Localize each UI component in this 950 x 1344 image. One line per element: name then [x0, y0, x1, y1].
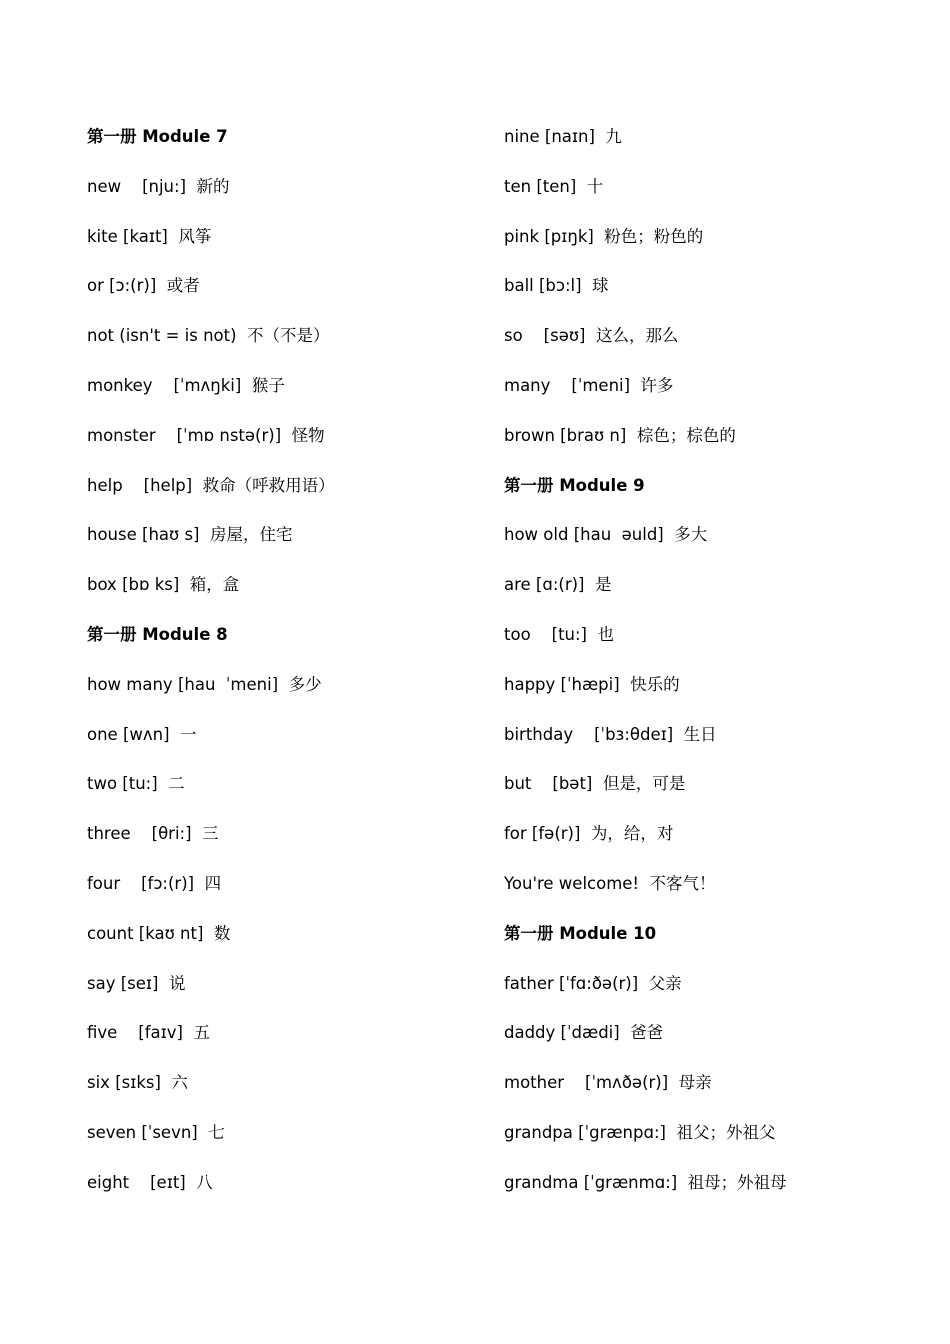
vocab-entry: two [tu:] 二	[87, 774, 185, 794]
vocab-entry: You're welcome! 不客气！	[504, 873, 716, 893]
vocab-entry: but [bət] 但是，可是	[504, 774, 686, 794]
vocab-entry: or [ɔ:(r)] 或者	[87, 276, 200, 296]
vocab-entry: eight [eɪt] 八	[87, 1172, 213, 1192]
vocab-entry: count [kaʊ nt] 数	[87, 923, 231, 943]
vocab-entry: how many [hau ˈmeni] 多少	[87, 674, 322, 694]
vocab-entry: pink [pɪŋk] 粉色；粉色的	[504, 226, 704, 246]
vocab-entry: too [tu:] 也	[504, 624, 614, 644]
vocab-entry: four [fɔ:(r)] 四	[87, 873, 222, 893]
vocab-entry: grandpa [ˈgrænpɑ:] 祖父；外祖父	[504, 1122, 776, 1142]
vocab-entry: five [faɪv] 五	[87, 1023, 210, 1043]
vocab-entry: nine [naɪn] 九	[504, 127, 622, 146]
vocab-entry: monkey [ˈmʌŋki] 猴子	[87, 375, 285, 395]
vocab-entry: box [bɒ ks] 箱，盒	[87, 575, 240, 595]
section-heading: 第一册 Module 8	[87, 624, 228, 644]
vocab-entry: father [ˈfɑ:ðə(r)] 父亲	[504, 973, 682, 993]
vocab-entry: help [help] 救命（呼救用语）	[87, 475, 335, 495]
vocab-entry: how old [hau əuld] 多大	[504, 525, 708, 545]
vocab-entry: one [wʌn] 一	[87, 724, 197, 744]
vocab-entry: kite [kaɪt] 风筝	[87, 226, 212, 246]
vocab-entry: ball [bɔ:l] 球	[504, 276, 609, 296]
vocab-entry: say [seɪ] 说	[87, 973, 186, 993]
vocab-entry: not (isn't = is not) 不（不是）	[87, 326, 330, 346]
vocab-entry: ten [ten] 十	[504, 176, 604, 196]
right-column	[504, 124, 924, 1220]
vocab-entry: seven [ˈsevn] 七	[87, 1122, 225, 1142]
vocab-entry: many [ˈmeni] 许多	[504, 375, 674, 395]
vocab-entry: house [haʊ s] 房屋，住宅	[87, 525, 293, 545]
left-column	[87, 124, 467, 1220]
vocab-entry: six [sɪks] 六	[87, 1073, 188, 1093]
vocab-entry: for [fə(r)] 为，给，对	[504, 824, 674, 844]
vocab-entry: so [səʊ] 这么，那么	[504, 326, 679, 346]
vocab-entry: birthday [ˈbɜ:θdeɪ] 生日	[504, 724, 717, 744]
vocab-entry: grandma [ˈgrænmɑ:] 祖母；外祖母	[504, 1172, 787, 1192]
section-heading: 第一册 Module 10	[504, 923, 657, 943]
vocab-entry: are [ɑ:(r)] 是	[504, 575, 612, 595]
vocab-entry: brown [braʊ n] 棕色；棕色的	[504, 425, 736, 445]
vocab-entry: monster [ˈmɒ nstə(r)] 怪物	[87, 425, 325, 445]
vocab-entry: three [θri:] 三	[87, 824, 219, 844]
vocab-entry: happy [ˈhæpi] 快乐的	[504, 674, 680, 694]
section-heading: 第一册 Module 9	[504, 475, 645, 495]
vocab-entry: mother [ˈmʌðə(r)] 母亲	[504, 1073, 712, 1093]
vocab-entry: new [nju:] 新的	[87, 176, 230, 196]
vocab-entry: daddy [ˈdædi] 爸爸	[504, 1023, 664, 1043]
section-heading: 第一册 Module 7	[87, 127, 228, 146]
